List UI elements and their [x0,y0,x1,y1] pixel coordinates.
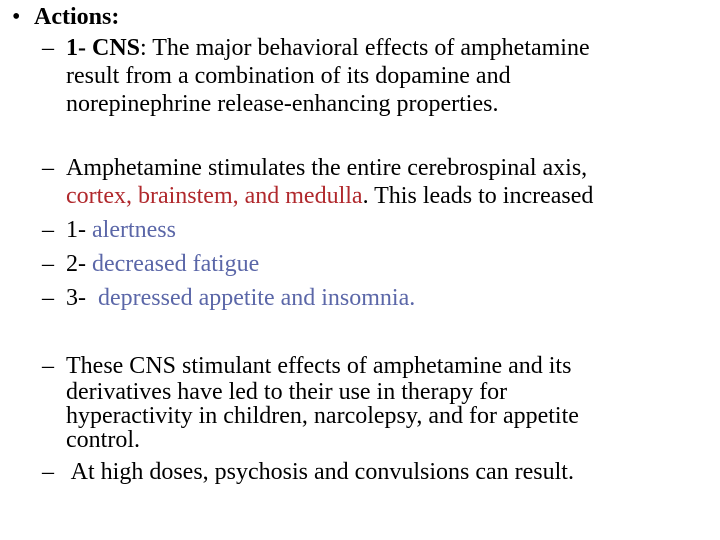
therapy-line-4: control. [66,427,140,453]
effect-item-3 [42,284,702,312]
stim-brain-regions: cortex, brainstem, and medulla [66,183,363,209]
effect-item-3-num: 3- [66,285,92,311]
dash-icon: – [42,251,54,277]
therapy-line-1-text: These CNS stimulant effects of amphetamine and its [66,353,572,379]
dash-icon: – [42,35,54,61]
dash-icon: – [42,217,54,243]
dash-icon: – [42,155,54,181]
effect-item-3-text: depressed appetite and insomnia. [98,285,416,311]
effect-item-2 [42,250,702,278]
heading-text: Actions: [34,4,120,30]
stim-line-2-text: . This leads to increased [362,183,594,209]
high-dose-text: At high doses, psychosis and convulsions can result. [66,459,574,485]
stim-line-1 [42,154,702,182]
effect-item-1 [42,216,702,244]
stim-line-2 [42,182,702,210]
cns-line-2: result from a combination of its dopamine and [66,63,511,89]
actions-heading [12,2,119,32]
therapy-bullet [42,352,702,486]
effect-item-2-num: 2- [66,251,92,277]
dash-icon: – [42,353,54,379]
therapy-line-3: hyperactivity in children, narcolepsy, and for appetite [66,403,579,429]
cns-line-3: norepinephrine release-enhancing properties. [66,91,499,117]
effect-item-2-text: decreased fatigue [92,251,260,277]
effect-item-1-num: 1- [66,217,92,243]
cns-label: 1- CNS [66,35,141,61]
cns-line-1 [42,34,702,62]
cns-bullet [42,34,702,118]
therapy-line-1 [42,352,702,380]
high-dose-line [42,458,702,486]
stim-line-1-text: Amphetamine stimulates the entire cerebrospinal axis, [66,155,588,181]
cns-line-1-text: : The major behavioral effects of amphetamine [140,35,590,61]
dash-icon: – [42,285,54,311]
dash-icon: – [42,459,54,485]
effect-item-1-text: alertness [92,217,176,243]
therapy-line-2: derivatives have led to their use in therapy for [66,379,508,405]
bullet-icon: • [12,4,21,30]
stimulation-bullet [42,154,702,312]
